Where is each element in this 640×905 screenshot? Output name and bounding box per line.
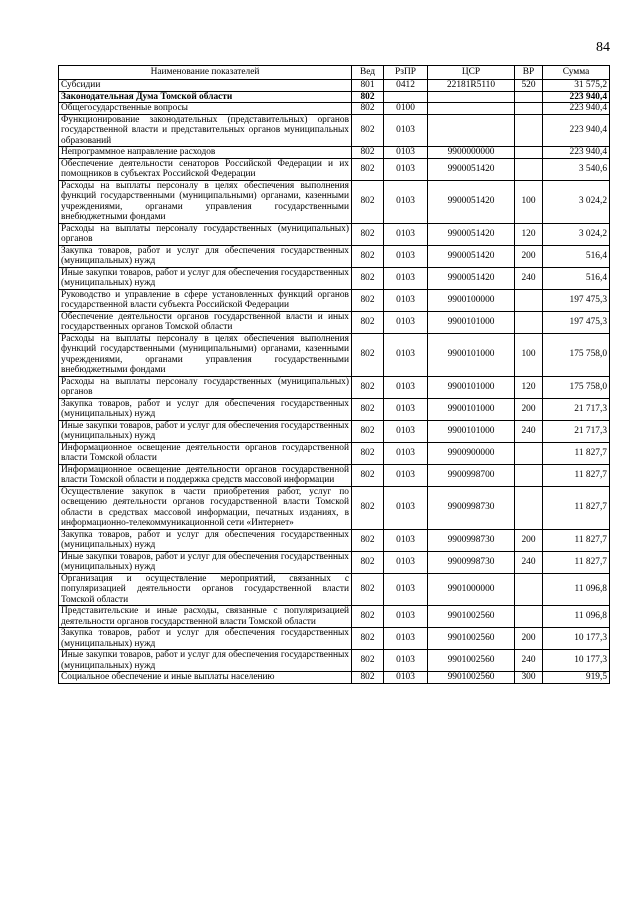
cell-vr: 300 [515,672,543,684]
cell-name: Расходы на выплаты персоналу государственных (муниципальных) органов [59,376,352,398]
cell-ved: 802 [352,333,384,376]
cell-csr: 9900998730 [428,551,515,573]
cell-ved: 802 [352,289,384,311]
table-row [59,180,610,223]
table-row [59,103,610,115]
page-number: 84 [596,40,610,55]
cell-name: Информационное освещение деятельности органов государственной власти Томской области и поддержка средств массовой информации [59,464,352,486]
header-csr: ЦСР [428,66,515,80]
cell-rzpr: 0103 [384,158,428,180]
cell-vr [515,103,543,115]
cell-ved: 802 [352,398,384,420]
cell-vr [515,464,543,486]
cell-csr: 9900051420 [428,267,515,289]
cell-name: Информационное освещение деятельности органов государственной власти Томской области [59,442,352,464]
cell-rzpr: 0103 [384,147,428,159]
cell-name: Функционирование законодательных (представительных) органов государственной власти и представительных органов муниципальных образований [59,114,352,147]
cell-rzpr: 0103 [384,529,428,551]
cell-vr [515,486,543,529]
table-row [59,529,610,551]
cell-vr: 200 [515,628,543,650]
cell-rzpr: 0100 [384,103,428,115]
header-ved: Вед [352,66,384,80]
cell-ved: 802 [352,158,384,180]
cell-sum: 3 540,6 [543,158,610,180]
cell-rzpr: 0103 [384,672,428,684]
cell-ved: 802 [352,442,384,464]
cell-name: Непрограммное направление расходов [59,147,352,159]
cell-rzpr: 0103 [384,180,428,223]
table-row [59,245,610,267]
cell-ved: 802 [352,464,384,486]
cell-name: Расходы на выплаты персоналу в целях обеспечения выполнения функций государственными (муниципальными) органами, казенными учреждениями, органами управления государственными внебюджетными фондами [59,180,352,223]
cell-csr: 9901002560 [428,650,515,672]
cell-sum: 175 758,0 [543,376,610,398]
cell-name: Руководство и управление в сфере установленных функций органов государственной власти субъекта Российской Федерации [59,289,352,311]
cell-rzpr: 0412 [384,80,428,92]
cell-rzpr: 0103 [384,420,428,442]
cell-name: Социальное обеспечение и иные выплаты населению [59,672,352,684]
cell-ved: 802 [352,147,384,159]
cell-sum: 10 177,3 [543,628,610,650]
table-row [59,223,610,245]
cell-csr: 22181R5110 [428,80,515,92]
table-row [59,486,610,529]
cell-sum: 21 717,3 [543,420,610,442]
cell-csr: 9900101000 [428,333,515,376]
cell-name: Представительские и иные расходы, связанные с популяризацией деятельности органов государственной власти Томской области [59,606,352,628]
cell-name: Иные закупки товаров, работ и услуг для обеспечения государственных (муниципальных) нужд [59,551,352,573]
cell-vr: 100 [515,333,543,376]
table-row [59,628,610,650]
cell-rzpr: 0103 [384,606,428,628]
table-row [59,114,610,147]
table-row [59,464,610,486]
cell-sum: 11 096,8 [543,573,610,606]
cell-name: Закупка товаров, работ и услуг для обеспечения государственных (муниципальных) нужд [59,529,352,551]
table-row [59,420,610,442]
cell-name: Иные закупки товаров, работ и услуг для обеспечения государственных (муниципальных) нужд [59,267,352,289]
cell-csr: 9900101000 [428,311,515,333]
cell-name: Организация и осуществление мероприятий, связанных с популяризацией деятельности органов государственной власти Томской области [59,573,352,606]
cell-sum: 516,4 [543,245,610,267]
cell-ved: 802 [352,420,384,442]
table-row [59,551,610,573]
cell-vr: 200 [515,398,543,420]
cell-csr: 9901002560 [428,606,515,628]
table-row [59,606,610,628]
cell-name: Осуществление закупок в части приобретения работ, услуг по освещению деятельности органов государственной власти Томской области в средствах массовой информации, печатных изданиях, в информационно-телекоммуникационной сети «Интернет» [59,486,352,529]
table-row [59,91,610,103]
cell-csr: 9900051420 [428,158,515,180]
cell-ved: 802 [352,180,384,223]
table-row [59,333,610,376]
cell-vr: 240 [515,420,543,442]
cell-name: Обеспечение деятельности органов государственной власти и иных государственных органов Томской области [59,311,352,333]
cell-sum: 11 827,7 [543,551,610,573]
cell-csr [428,91,515,103]
cell-sum: 3 024,2 [543,180,610,223]
cell-csr [428,103,515,115]
cell-sum: 223 940,4 [543,114,610,147]
cell-ved: 802 [352,486,384,529]
cell-sum: 223 940,4 [543,103,610,115]
cell-sum: 11 827,7 [543,464,610,486]
table-header-row [59,66,610,80]
cell-csr: 9900101000 [428,376,515,398]
cell-ved: 802 [352,551,384,573]
cell-vr: 100 [515,180,543,223]
cell-sum: 11 096,8 [543,606,610,628]
header-rzpr: РзПР [384,66,428,80]
cell-ved: 802 [352,573,384,606]
cell-csr: 9900101000 [428,420,515,442]
cell-vr [515,442,543,464]
cell-sum: 10 177,3 [543,650,610,672]
table-row [59,80,610,92]
cell-sum: 223 940,4 [543,147,610,159]
cell-sum: 3 024,2 [543,223,610,245]
cell-ved: 802 [352,672,384,684]
cell-ved: 802 [352,245,384,267]
cell-sum: 516,4 [543,267,610,289]
cell-rzpr: 0103 [384,573,428,606]
cell-vr [515,573,543,606]
cell-sum: 197 475,3 [543,311,610,333]
cell-rzpr: 0103 [384,442,428,464]
table-row [59,158,610,180]
cell-rzpr: 0103 [384,464,428,486]
cell-rzpr: 0103 [384,376,428,398]
cell-ved: 802 [352,267,384,289]
cell-vr [515,147,543,159]
cell-vr [515,606,543,628]
cell-sum: 175 758,0 [543,333,610,376]
cell-csr: 9900998730 [428,486,515,529]
cell-ved: 802 [352,223,384,245]
cell-name: Иные закупки товаров, работ и услуг для обеспечения государственных (муниципальных) нужд [59,420,352,442]
cell-vr: 200 [515,245,543,267]
cell-rzpr: 0103 [384,650,428,672]
cell-vr [515,91,543,103]
cell-csr: 9900101000 [428,398,515,420]
cell-rzpr: 0103 [384,486,428,529]
table-row [59,650,610,672]
cell-csr: 9900051420 [428,223,515,245]
cell-sum: 11 827,7 [543,486,610,529]
cell-vr [515,311,543,333]
cell-ved: 801 [352,80,384,92]
cell-ved: 802 [352,103,384,115]
cell-vr [515,158,543,180]
cell-csr: 9900998700 [428,464,515,486]
table-row [59,398,610,420]
cell-rzpr: 0103 [384,245,428,267]
cell-name: Закупка товаров, работ и услуг для обеспечения государственных (муниципальных) нужд [59,398,352,420]
cell-sum: 21 717,3 [543,398,610,420]
header-sum: Сумма [543,66,610,80]
cell-rzpr: 0103 [384,114,428,147]
cell-name: Иные закупки товаров, работ и услуг для обеспечения государственных (муниципальных) нужд [59,650,352,672]
cell-sum: 11 827,7 [543,442,610,464]
table-row [59,289,610,311]
cell-csr [428,114,515,147]
cell-vr: 120 [515,376,543,398]
cell-vr [515,289,543,311]
header-name: Наименование показателей [59,66,352,80]
cell-sum: 31 575,2 [543,80,610,92]
cell-vr: 240 [515,551,543,573]
cell-rzpr [384,91,428,103]
cell-name: Закупка товаров, работ и услуг для обеспечения государственных (муниципальных) нужд [59,245,352,267]
cell-sum: 223 940,4 [543,91,610,103]
cell-csr: 9900000000 [428,147,515,159]
cell-sum: 197 475,3 [543,289,610,311]
cell-name: Обеспечение деятельности сенаторов Российской Федерации и их помощников в субъектах Российской Федерации [59,158,352,180]
cell-rzpr: 0103 [384,551,428,573]
cell-ved: 802 [352,650,384,672]
cell-rzpr: 0103 [384,311,428,333]
cell-name: Закупка товаров, работ и услуг для обеспечения государственных (муниципальных) нужд [59,628,352,650]
cell-csr: 9900998730 [428,529,515,551]
cell-ved: 802 [352,376,384,398]
cell-ved: 802 [352,606,384,628]
cell-name: Расходы на выплаты персоналу государственных (муниципальных) органов [59,223,352,245]
cell-vr: 200 [515,529,543,551]
cell-sum: 11 827,7 [543,529,610,551]
cell-vr: 240 [515,650,543,672]
cell-ved: 802 [352,628,384,650]
cell-rzpr: 0103 [384,398,428,420]
cell-ved: 802 [352,529,384,551]
cell-rzpr: 0103 [384,267,428,289]
cell-csr: 9900051420 [428,180,515,223]
cell-csr: 9900100000 [428,289,515,311]
cell-csr: 9900051420 [428,245,515,267]
cell-sum: 919,5 [543,672,610,684]
table-row [59,311,610,333]
cell-csr: 9901002560 [428,672,515,684]
cell-ved: 802 [352,311,384,333]
cell-rzpr: 0103 [384,223,428,245]
cell-ved: 802 [352,114,384,147]
cell-vr: 120 [515,223,543,245]
header-vr: ВР [515,66,543,80]
cell-csr: 9900900000 [428,442,515,464]
table-row [59,573,610,606]
cell-vr: 240 [515,267,543,289]
cell-name: Субсидии [59,80,352,92]
cell-csr: 9901002560 [428,628,515,650]
cell-csr: 9901000000 [428,573,515,606]
cell-name: Расходы на выплаты персоналу в целях обеспечения выполнения функций государственными (муниципальными) органами, казенными учреждениями, органами управления государственными внебюджетными фондами [59,333,352,376]
table-row [59,267,610,289]
cell-ved: 802 [352,91,384,103]
table-row [59,442,610,464]
table-body [59,80,610,684]
cell-rzpr: 0103 [384,289,428,311]
table-row [59,147,610,159]
cell-rzpr: 0103 [384,333,428,376]
cell-name: Законодательная Дума Томской области [59,91,352,103]
budget-table [58,65,610,684]
cell-vr: 520 [515,80,543,92]
cell-vr [515,114,543,147]
cell-rzpr: 0103 [384,628,428,650]
table-row [59,376,610,398]
cell-name: Общегосударственные вопросы [59,103,352,115]
table-row [59,672,610,684]
